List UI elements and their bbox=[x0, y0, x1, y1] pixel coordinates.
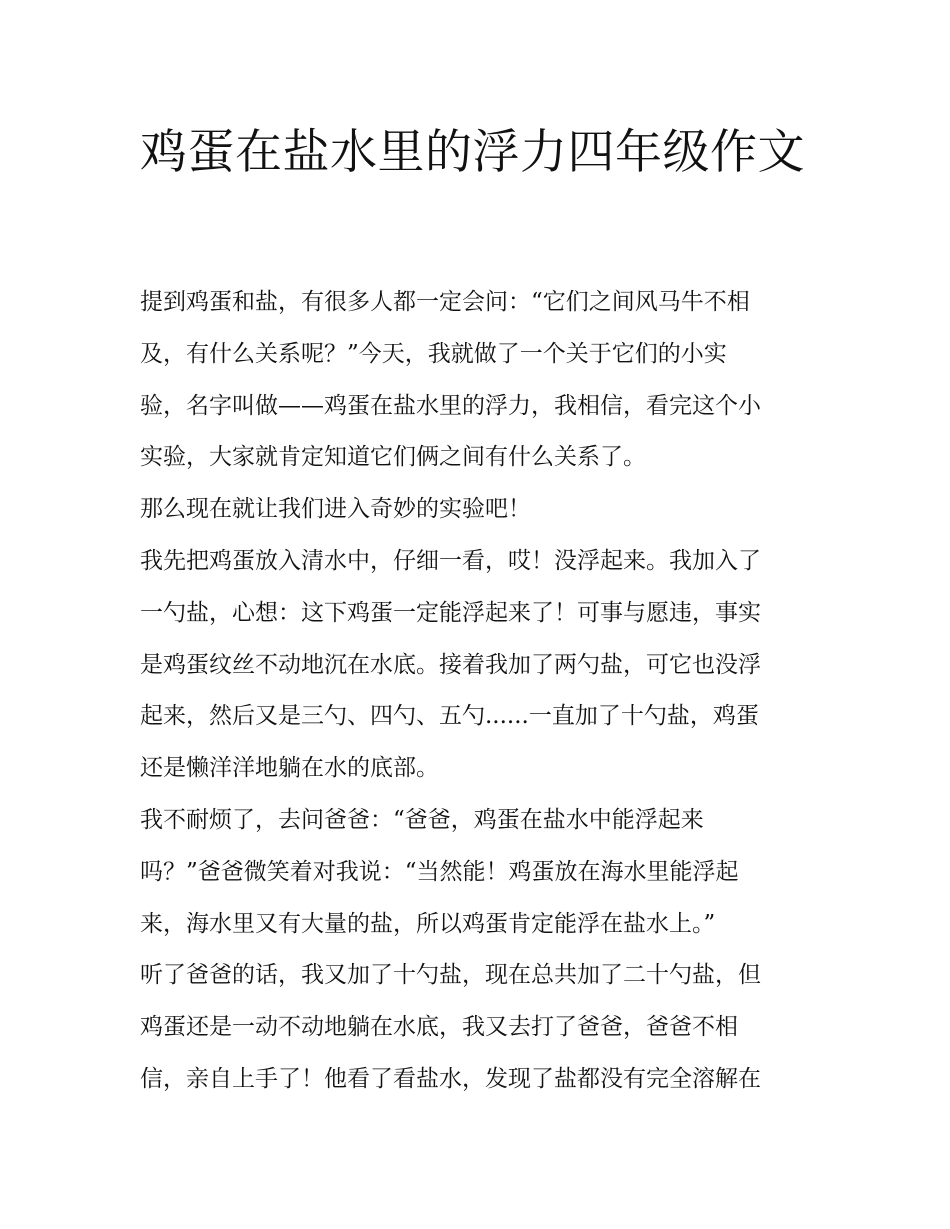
text-line: 我不耐烦了，去问爸爸：“爸爸，鸡蛋在盐水中能浮起来 bbox=[140, 806, 704, 833]
text-line: 及，有什么关系呢？”今天，我就做了一个关于它们的小实 bbox=[140, 340, 727, 367]
text-line: 那么现在就让我们进入奇妙的实验吧！ bbox=[140, 496, 531, 523]
text-line: 验，名字叫做——鸡蛋在盐水里的浮力，我相信，看完这个小 bbox=[140, 392, 761, 419]
text-line: 鸡蛋还是一动不动地躺在水底，我又去打了爸爸，爸爸不相 bbox=[140, 1014, 738, 1041]
text-line: 一勺盐，心想：这下鸡蛋一定能浮起来了！可事与愿违，事实 bbox=[140, 599, 761, 626]
text-line: 我先把鸡蛋放入清水中，仔细一看，哎！没浮起来。我加入了 bbox=[140, 547, 761, 574]
document-body bbox=[140, 277, 820, 1106]
document-title: 鸡蛋在盐水里的浮力四年级作文 bbox=[140, 125, 805, 180]
text-line: 还是懒洋洋地躺在水的底部。 bbox=[140, 755, 439, 782]
text-line: 来，海水里又有大量的盐，所以鸡蛋肯定能浮在盐水上。” bbox=[140, 910, 716, 937]
text-line: 是鸡蛋纹丝不动地沉在水底。接着我加了两勺盐，可它也没浮 bbox=[140, 651, 761, 678]
text-line: 吗？”爸爸微笑着对我说：“当然能！鸡蛋放在海水里能浮起 bbox=[140, 858, 739, 885]
text-line: 实验，大家就肯定知道它们俩之间有什么关系了。 bbox=[140, 444, 646, 471]
text-line: 起来，然后又是三勺、四勺、五勺......一直加了十勺盐，鸡蛋 bbox=[140, 703, 759, 730]
text-line: 听了爸爸的话，我又加了十勺盐，现在总共加了二十勺盐，但 bbox=[140, 962, 761, 989]
text-line: 提到鸡蛋和盐，有很多人都一定会问：“它们之间风马牛不相 bbox=[140, 289, 750, 315]
text-line: 信，亲自上手了！他看了看盐水，发现了盐都没有完全溶解在 bbox=[140, 1065, 761, 1092]
